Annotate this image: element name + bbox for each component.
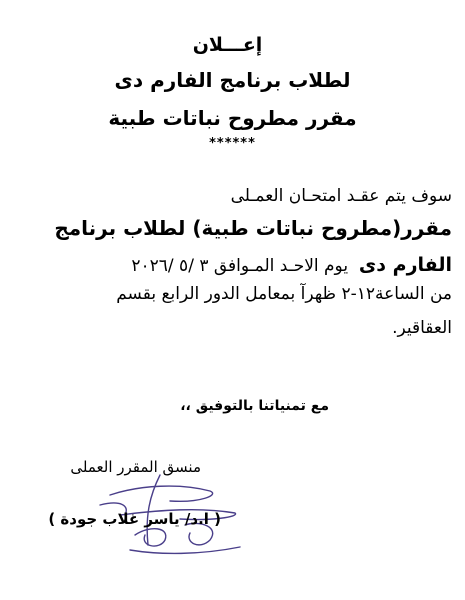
announcement-title: إعـــلان [192, 34, 263, 56]
closing-line: مع تمنياتنا بالتوفيق ،، [180, 398, 329, 414]
program-subtitle: لطلاب برنامج الفارم دى [114, 68, 351, 92]
body-line-5: العقاقير. [392, 318, 452, 338]
separator-stars: ****** [209, 136, 256, 151]
course-subtitle: مقرر مطروح نباتات طبية [108, 106, 357, 130]
coordinator-title: منسق المقرر العملى [70, 458, 201, 476]
body-line-3 [12, 254, 452, 276]
body-line-1: سوف يتم عقـد امتحـان العمـلى [230, 186, 452, 206]
coordinator-name: ( ا.د/ ياسر غلاب جودة ) [48, 510, 221, 528]
exam-date: يوم الاحـد المـوافق ٣ /٥ /٢٠٢٦ [131, 256, 349, 276]
body-line-2: مقرر(مطروح نباتات طبية) لطلاب برنامج [54, 216, 452, 240]
program-name: الفارم دى [358, 254, 452, 276]
body-line-4: من الساعة١٢-٢ ظهرآ بمعامل الدور الرابع بقسم [116, 284, 452, 304]
